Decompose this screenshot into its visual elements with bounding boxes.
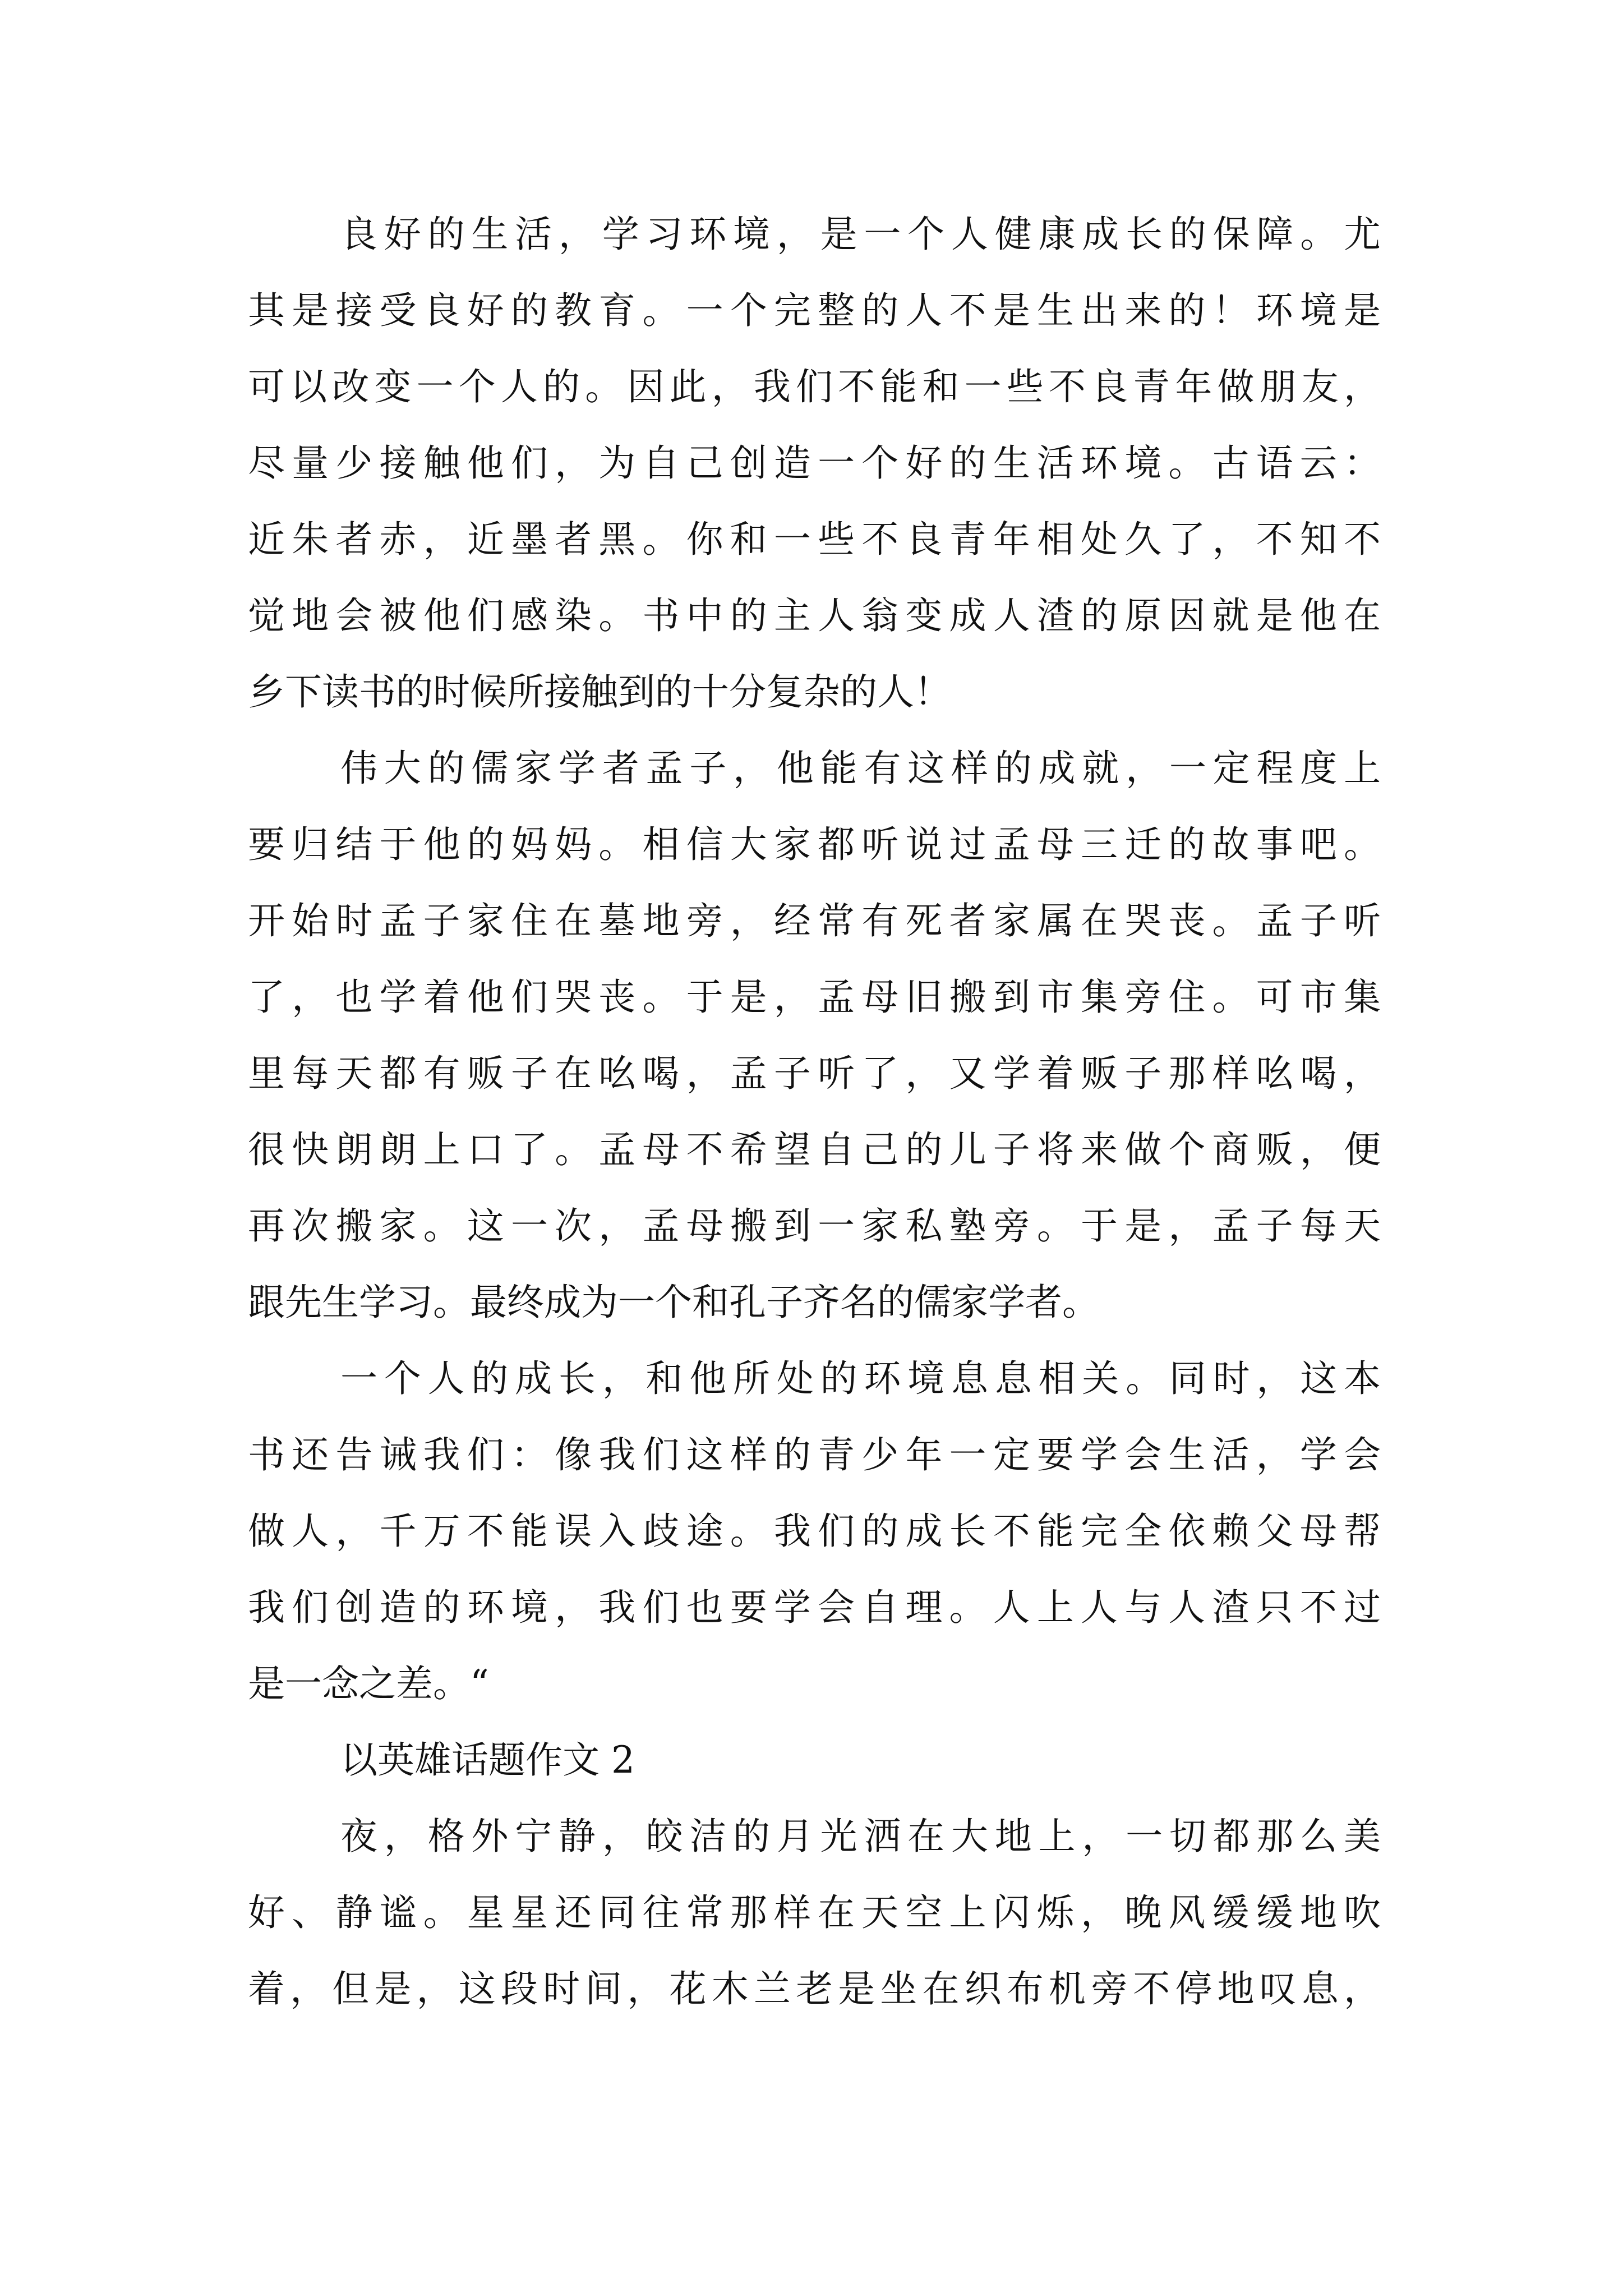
text-line: 做人，千万不能误入歧途。我们的成长不能完全依赖父母帮 bbox=[248, 1510, 1381, 1553]
text-line: 好、静谧。星星还同往常那样在天空上闪烁，晚风缓缓地吹 bbox=[248, 1891, 1381, 1934]
text-line: 是一念之差。“ bbox=[248, 1662, 489, 1705]
text-line: 乡下读书的时候所接触到的十分复杂的人！ bbox=[248, 670, 951, 714]
text-line: 里每天都有贩子在吆喝，孟子听了，又学着贩子那样吆喝， bbox=[248, 1052, 1381, 1095]
text-line: 再次搬家。这一次，孟母搬到一家私塾旁。于是，孟子每天 bbox=[248, 1204, 1381, 1248]
text-line: 要归结于他的妈妈。相信大家都听说过孟母三迁的故事吧。 bbox=[248, 823, 1381, 866]
text-line: 尽量少接触他们，为自己创造一个好的生活环境。古语云： bbox=[248, 441, 1381, 485]
text-line: 觉地会被他们感染。书中的主人翁变成人渣的原因就是他在 bbox=[248, 594, 1381, 637]
section-heading: 以英雄话题作文 2 bbox=[340, 1738, 635, 1782]
text-line: 其是接受良好的教育。一个完整的人不是生出来的！环境是 bbox=[248, 289, 1381, 332]
text-line: 可以改变一个人的。因此，我们不能和一些不良青年做朋友， bbox=[248, 365, 1381, 408]
text-line: 开始时孟子家住在墓地旁，经常有死者家属在哭丧。孟子听 bbox=[248, 899, 1381, 942]
text-line: 着，但是，这段时间，花木兰老是坐在织布机旁不停地叹息， bbox=[248, 1967, 1381, 2010]
text-line: 伟大的儒家学者孟子，他能有这样的成就，一定程度上 bbox=[340, 747, 1381, 790]
text-line: 了，也学着他们哭丧。于是，孟母旧搬到市集旁住。可市集 bbox=[248, 976, 1381, 1019]
text-line: 一个人的成长，和他所处的环境息息相关。同时，这本 bbox=[340, 1357, 1381, 1400]
text-line: 我们创造的环境，我们也要学会自理。人上人与人渣只不过 bbox=[248, 1586, 1381, 1629]
text-line: 跟先生学习。最终成为一个和孔子齐名的儒家学者。 bbox=[248, 1281, 1099, 1324]
text-line: 很快朗朗上口了。孟母不希望自己的儿子将来做个商贩，便 bbox=[248, 1128, 1381, 1171]
text-line: 书还告诫我们：像我们这样的青少年一定要学会生活，学会 bbox=[248, 1433, 1381, 1476]
text-line: 近朱者赤，近墨者黑。你和一些不良青年相处久了，不知不 bbox=[248, 518, 1381, 561]
text-line: 良好的生活，学习环境，是一个人健康成长的保障。尤 bbox=[340, 213, 1381, 256]
text-line: 夜，格外宁静，皎洁的月光洒在大地上，一切都那么美 bbox=[340, 1815, 1381, 1858]
